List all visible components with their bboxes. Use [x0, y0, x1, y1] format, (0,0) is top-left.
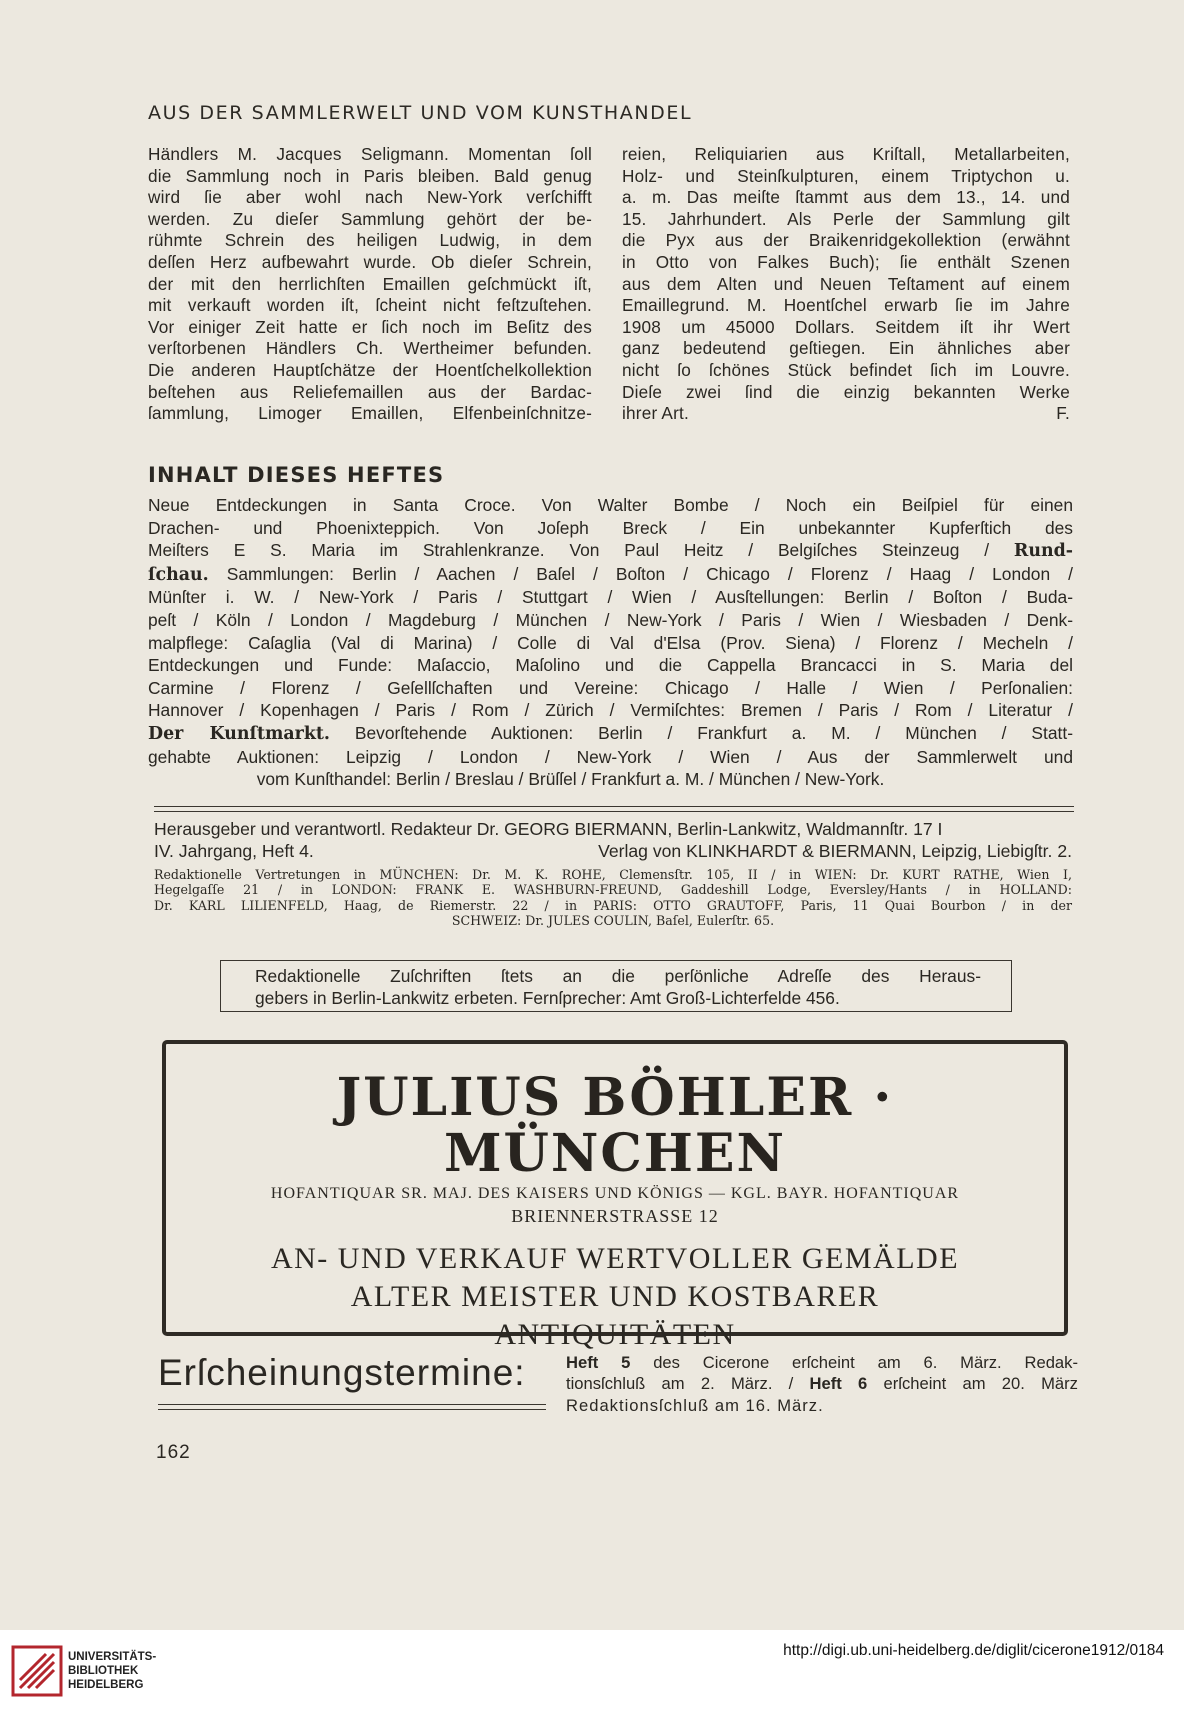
column-line: a. m. Das meiſte ſtammt aus dem 13., 14. und [622, 187, 1070, 208]
schedule-line [566, 1352, 1078, 1373]
toc-text: Sammlungen: Berlin / Aachen / Baſel / Boſton / Chicago / Florenz / Haag / London / [226, 563, 1073, 584]
column-line: ihrer Art. [622, 403, 689, 424]
advert-firm: JULIUS BÖHLER · MÜNCHEN [336, 1067, 894, 1184]
column-line: deſſen Herz aufbewahrt wurde. Ob dieſer Schrein, [148, 251, 592, 272]
toc-line: Münſter i. W. / New-York / Paris / Stuttgart / Wien / Ausſtellungen: Berlin / Boſton / Buda- [148, 587, 1073, 608]
toc-line [148, 539, 1073, 563]
author-signature: F. [1056, 403, 1070, 424]
advertisement-box [162, 1040, 1068, 1351]
toc-line: Carmine / Florenz / Geſellſchaften und Vereine: Chicago / Halle / Wien / Perſonalien: [148, 677, 1073, 698]
editorial-notice [220, 960, 1012, 1012]
column-last-line [622, 403, 1070, 425]
heft5-label: Heft 5 [566, 1353, 631, 1372]
imprint-reps-line: Redaktionelle Vertretungen in MÜNCHEN: Dr. M. K. ROHE, Clemensſtr. 105, II / in WIEN: Dr. KURT RATHE, Wien I, [154, 866, 1072, 882]
column-line: 15. Jahrhundert. Als Perle der Sammlung gilt [622, 208, 1070, 229]
toc-bold-kunstmarkt: Der Kunſtmarkt. [148, 723, 330, 744]
viewer-footer [0, 1630, 1184, 1720]
toc-line [148, 563, 1073, 587]
column-line: beſtehen aus Reliefemaillen aus der Bardac- [148, 381, 592, 402]
advert-address: BRIENNERSTRASSE 12 [511, 1206, 719, 1226]
schedule-line-text: des Cicerone erſcheint am 6. März. Redak- [653, 1353, 1078, 1372]
toc-line: Neue Entdeckungen in Santa Croce. Von Walter Bombe / Noch ein Beiſpiel für einen [148, 495, 1073, 515]
schedule-line-text: tionsſchluß am 2. März. / [566, 1374, 794, 1394]
column-line: werden. Zu dieſer Sammlung gehört der be- [148, 208, 592, 229]
toc-line: malpflege: Caſaglia (Val di Marina) / Colle di Val d'Elsa (Prov. Siena) / Florenz / Mecheln / [148, 632, 1073, 653]
right-column [622, 144, 1070, 425]
column-line: nicht ſo ſchönes Stück befindet ſich im Louvre. [622, 359, 1070, 380]
toc-line: vom Kunſthandel: Berlin / Breslau / Brüſſel / Frankfurt a. M. / München / New-York. [256, 769, 885, 790]
toc-text: Meiſters E S. Maria im Strahlenkranze. Von Paul Heitz / Belgiſches Steinzeug / [148, 540, 990, 561]
library-name-line: BIBLIOTHEK [68, 1665, 139, 1677]
notice-line: gebers in Berlin-Lankwitz erbeten. Fernſprecher: Amt Groß-Lichterfelde 456. [255, 988, 840, 1008]
imprint-volume: IV. Jahrgang, Heft 4. [154, 841, 314, 862]
page-number: 162 [156, 1442, 191, 1463]
divider-rule [154, 806, 1074, 812]
column-line: Emaillegrund. M. Hoentſchel erwarb ſie im Jahre [622, 295, 1070, 316]
toc-bold-rundschau: ſchau. [148, 564, 209, 585]
schedule-line-text: erſcheint am 20. März [883, 1374, 1078, 1394]
toc-text: Bevorſtehende Auktionen: Berlin / Frankfurt a. M. / München / Statt- [354, 722, 1073, 743]
column-line: Die anderen Hauptſchätze der Hoentſchelkollektion [148, 359, 592, 380]
left-column [148, 144, 592, 425]
source-url-link[interactable]: http://digi.ub.uni-heidelberg.de/diglit/cicerone1912/0184 [783, 1642, 1164, 1659]
column-line: Händlers M. Jacques Seligmann. Momentan ſoll [148, 144, 592, 164]
toc-line: gehabte Auktionen: Leipzig / London / New-York / Wien / Aus der Sammlerwelt und [148, 746, 1073, 767]
heft6-label: Heft 6 [809, 1374, 868, 1394]
column-line: mit verkauft worden iſt, ſcheint nicht feſtzuſtehen. [148, 295, 592, 316]
schedule-line [566, 1373, 1078, 1394]
column-line: aus dem Alten und Neuen Teſtament auf einem [622, 273, 1070, 294]
schedule-line: Redaktionsſchluß am 16. März. [566, 1395, 824, 1415]
column-line: verſtorbenen Händlers Ch. Wertheimer befunden. [148, 338, 592, 359]
imprint-reps-line: Dr. KARL LILIENFELD, Haag, de Riemerstr. 22 / in PARIS: OTTO GRAUTOFF, Paris, 11 Quai Bourbon / in der [154, 897, 1072, 913]
column-line: Holz- und Steinſkulpturen, einem Triptychon u. [622, 165, 1070, 186]
column-line: 1908 um 45000 Dollars. Seitdem iſt ihr Wert [622, 316, 1070, 337]
column-line: wird ſie aber wohl nach New-York verſchifft [148, 187, 592, 208]
schedule-label: Erſcheinungstermine: [158, 1352, 526, 1393]
imprint-reps-line: SCHWEIZ: Dr. JULES COULIN, Baſel, Eulerſtr. 65. [451, 913, 775, 929]
advert-offer-line: AN- UND VERKAUF WERTVOLLER GEMÄLDE [270, 1242, 960, 1275]
advert-offer-line: ANTIQUITÄTEN [494, 1318, 736, 1351]
schedule-text [566, 1352, 1078, 1416]
imprint-publisher: Verlag von KLINKHARDT & BIERMANN, Leipzig, Liebigſtr. 2. [598, 841, 1072, 862]
column-line: ſammlung, Limoger Emaillen, Elfenbeinſchnitze- [148, 403, 592, 424]
imprint-reps-line: Hegelgaſſe 21 / in LONDON: FRANK E. WASHBURN-FREUND, Gaddeshill Lodge, Eversley/Hants / in HOLLAND: [154, 882, 1072, 898]
toc-bold-rundschau: Rund- [1013, 541, 1073, 562]
imprint [154, 818, 1072, 928]
advert-title: HOFANTIQUAR SR. MAJ. DES KAISERS UND KÖNIGS — KGL. BAYR. HOFANTIQUAR [270, 1185, 960, 1202]
column-line: in Otto von Falkes Buch); ſie enthält Szenen [622, 251, 1070, 272]
advert-offer-line: ALTER MEISTER UND KOSTBARER [350, 1280, 880, 1313]
library-name [68, 1650, 156, 1692]
column-line: der mit den herrlichſten Emaillen geſchmückt iſt, [148, 273, 592, 294]
toc-line: peſt / Köln / London / Magdeburg / München / New-York / Paris / Wien / Wiesbaden / Denk- [148, 609, 1073, 630]
column-line: die Pyx aus der Braikenridgekollektion (erwähnt [622, 230, 1070, 251]
column-line: ganz bedeutend geſtiegen. Ein ähnliches aber [622, 338, 1070, 359]
imprint-editor: Herausgeber und verantwortl. Redakteur Dr. GEORG BIERMANN, Berlin-Lankwitz, Waldmannſtr. 17 I [154, 819, 943, 839]
toc-line: Hannover / Kopenhagen / Paris / Rom / Zürich / Vermiſchtes: Bremen / Paris / Rom / Literatur / [148, 700, 1073, 721]
advert-offer [166, 1240, 1064, 1354]
column-line: Vor einiger Zeit hatte er ſich noch im Beſitz des [148, 316, 592, 337]
toc-heading: INHALT DIESES HEFTES [148, 463, 445, 487]
publication-schedule [158, 1352, 1078, 1422]
column-line: die Sammlung noch in Paris bleiben. Bald genug [148, 165, 592, 186]
library-logo-icon [10, 1644, 64, 1698]
toc-line [148, 722, 1073, 746]
column-line: rühmte Schrein des heiligen Ludwig, in dem [148, 230, 592, 251]
library-name-line: UNIVERSITÄTS- [68, 1651, 157, 1663]
notice-line: Redaktionelle Zuſchriften ſtets an die perſönliche Adreſſe des Heraus- [255, 966, 981, 986]
schedule-rule [158, 1404, 546, 1410]
toc-line: Entdeckungen und Funde: Maſaccio, Maſolino und die Cappella Brancacci in S. Maria del [148, 655, 1073, 676]
imprint-volume-row [154, 840, 1072, 862]
table-of-contents [148, 494, 1073, 791]
column-line: Dieſe zwei ſind die einzig bekannten Werke [622, 381, 1070, 402]
running-head: AUS DER SAMMLERWELT UND VOM KUNSTHANDEL [148, 102, 693, 124]
library-name-line: HEIDELBERG [68, 1679, 144, 1691]
column-line: reien, Reliquiarien aus Kriſtall, Metallarbeiten, [622, 144, 1070, 164]
toc-line: Drachen- und Phoenixteppich. Von Joſeph Breck / Ein unbekannter Kupferſtich des [148, 517, 1073, 538]
